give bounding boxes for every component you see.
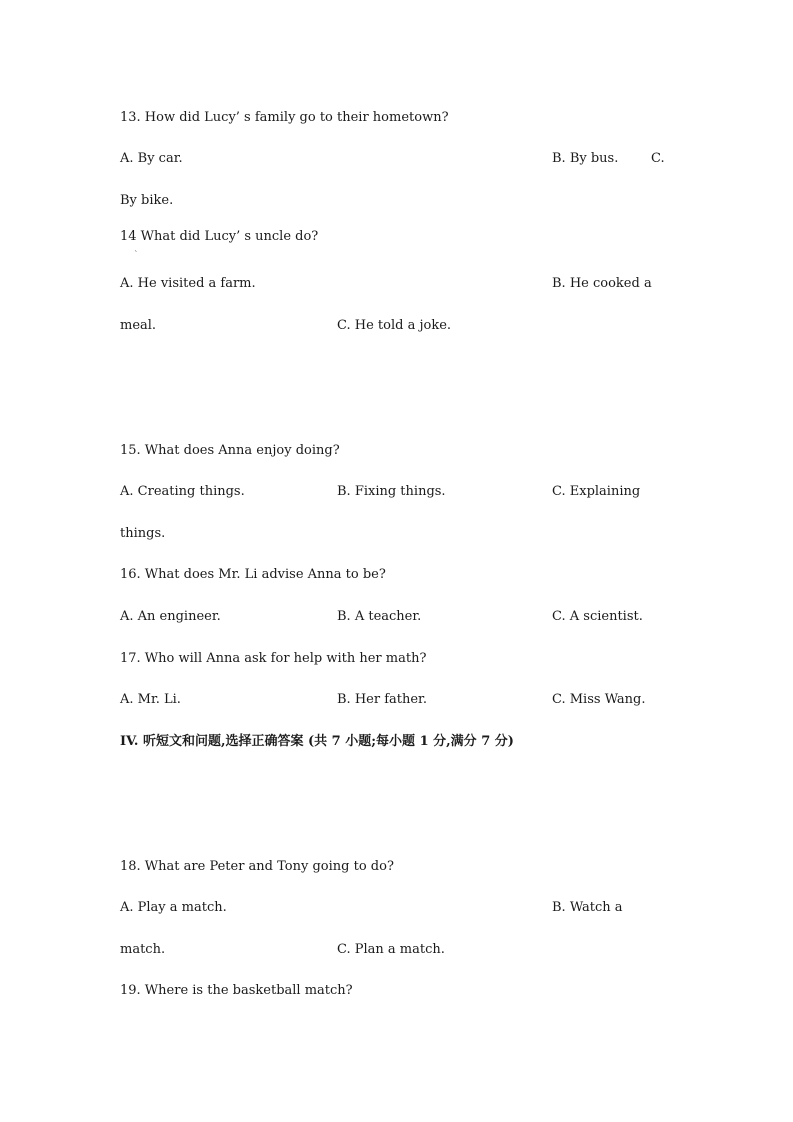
question-14: 14 What did Lucy’ s uncle do? bbox=[120, 229, 319, 244]
q14-option-b: B. He cooked a bbox=[552, 276, 652, 291]
q15-option-b: B. Fixing things. bbox=[337, 484, 446, 499]
q13-option-c-label: C. bbox=[651, 151, 665, 166]
q13-option-c-text: By bike. bbox=[120, 193, 174, 208]
q18-option-b: B. Watch a bbox=[552, 900, 623, 915]
question-15: 15. What does Anna enjoy doing? bbox=[120, 443, 340, 458]
q17-option-a: A. Mr. Li. bbox=[120, 692, 181, 707]
q16-option-b: B. A teacher. bbox=[337, 609, 422, 624]
q14-option-a: A. He visited a farm. bbox=[120, 276, 256, 291]
q17-option-b: B. Her father. bbox=[337, 692, 427, 707]
q16-option-a: A. An engineer. bbox=[120, 609, 221, 624]
stray-mark: ` bbox=[134, 251, 139, 261]
question-17: 17. Who will Anna ask for help with her math? bbox=[120, 651, 427, 666]
question-13: 13. How did Lucy’ s family go to their hometown? bbox=[120, 110, 449, 125]
q13-option-b: B. By bus. bbox=[552, 151, 619, 166]
q15-option-c: C. Explaining bbox=[552, 484, 641, 499]
q13-option-a: A. By car. bbox=[120, 151, 183, 166]
q14-option-b-wrap: meal. bbox=[120, 318, 157, 333]
question-19: 19. Where is the basketball match? bbox=[120, 983, 353, 998]
q18-option-b-wrap: match. bbox=[120, 942, 166, 957]
question-16: 16. What does Mr. Li advise Anna to be? bbox=[120, 567, 386, 582]
question-18: 18. What are Peter and Tony going to do? bbox=[120, 859, 394, 874]
q18-option-c: C. Plan a match. bbox=[337, 942, 445, 957]
q15-option-c-wrap: things. bbox=[120, 526, 166, 541]
q18-option-a: A. Play a match. bbox=[120, 900, 227, 915]
q16-option-c: C. A scientist. bbox=[552, 609, 643, 624]
section-4-heading: IV. 听短文和问题,选择正确答案 (共 7 小题;每小题 1 分,满分 7 分) bbox=[120, 734, 514, 749]
q17-option-c: C. Miss Wang. bbox=[552, 692, 646, 707]
q15-option-a: A. Creating things. bbox=[120, 484, 245, 499]
q14-option-c: C. He told a joke. bbox=[337, 318, 452, 333]
